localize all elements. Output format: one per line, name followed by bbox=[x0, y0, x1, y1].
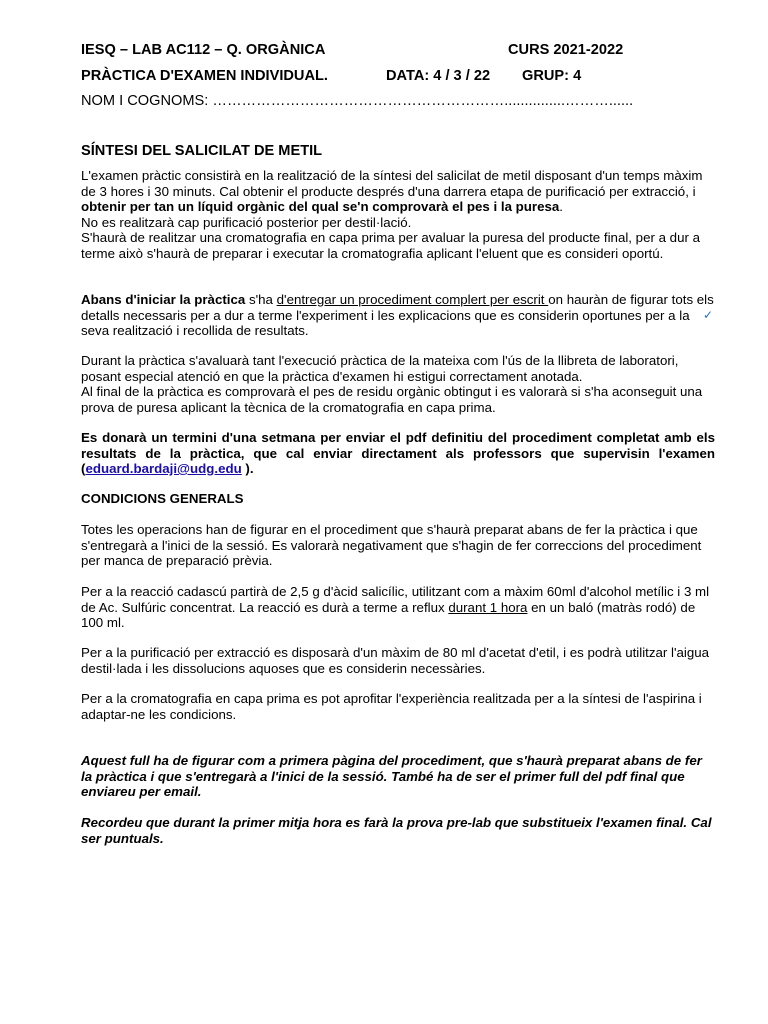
note-pre-lab: Recordeu que durant la primer mitja hora es farà la prova pre-lab que substitueix l'examen final. Cal ser puntuals. bbox=[81, 815, 712, 846]
section-title-synthesis: SÍNTESI DEL SALICILAT DE METIL bbox=[81, 143, 323, 159]
paragraph-operations: Totes les operacions han de figurar en el procediment que s'haurà preparat abans de fer la pràctica i que s'entregarà a l'inici de la sessió. Es valorarà negativament que s'hagin de fer correccions del procediment per manca de preparació prèvia. bbox=[81, 522, 702, 568]
header-exam-type: PRÀCTICA D'EXAMEN INDIVIDUAL. bbox=[81, 68, 328, 84]
paragraph-tlc: Per a la cromatografia en capa prima es pot aprofitar l'experiència realitzada per a la síntesi de l'aspirina i adaptar-ne les condicions. bbox=[81, 691, 702, 722]
note-first-page: Aquest full ha de figurar com a primera pàgina del procediment, que s'haurà preparat abans de fer la pràctica i que s'entregarà a l'inici de la sessió. També ha de ser el primer full del pdf final que enviareu per email. bbox=[81, 753, 702, 799]
paragraph-purification: Per a la purificació per extracció es disposarà d'un màxim de 80 ml d'acetat d'etil, i es podrà utilitzar l'aigua destil·lada i les dissolucions aquoses que es considerin necessàries. bbox=[81, 645, 710, 676]
margin-check-mark: ✓ bbox=[703, 308, 714, 322]
header-name-field[interactable]: NOM I COGNOMS: ……………………………………………………...............………...... bbox=[81, 93, 634, 109]
paragraph-intro: L'examen pràctic consistirà en la realització de la síntesi del salicilat de metil disposant d'un temps màxim de 3 hores i 30 minuts. Cal obtenir el producte després d'una darrera etapa de purificació per extracció, i obtenir per tan un líquid orgànic del qual se'n comprovarà el pes i la puresa. No es realitzarà cap purificació posterior per destil·lació. S'haurà de realitzar una cromatografia en capa prima per avaluar la puresa del producte final, per a dur a terme això s'haurà de preparar i executar la cromatografia aplicant l'eluent que es consideri oportú. bbox=[81, 168, 715, 261]
header-course-year: CURS 2021-2022 bbox=[508, 42, 624, 58]
paragraph-evaluation: Durant la pràctica s'avaluarà tant l'execució pràctica de la mateixa com l'ús de la llibreta de laboratori, posant especial atenció en que la pràctica d'examen hi estigui correctament anotada. Al final de la pràctica es comprovarà el pes de residu orgànic obtingut i es valorarà si s'ha aconseguit una prova de puresa aplicant la tècnica de la cromatografia en capa prima. bbox=[81, 353, 703, 415]
header-exam-date: DATA: 4 / 3 / 22 bbox=[386, 68, 491, 84]
paragraph-deadline: Es donarà un termini d'una setmana per enviar el pdf definitiu del procediment completat amb els resultats de la pràctica, que cal enviar directament als professors que supervisin l'examen (eduard.bardaji@udg.edu ). bbox=[81, 430, 715, 476]
paragraph-before-practice: Abans d'iniciar la pràctica s'ha d'entregar un procediment complert per escrit on hauràn de figurar tots els detalls necessaris per a dur a terme l'experiment i les explicacions que es considerin oportunes per a la seva realització i recollida de resultats. bbox=[81, 292, 714, 338]
paragraph-chromatography: S'haurà de realitzar una cromatografia en capa prima per avaluar la puresa del producte final, per a dur a terme això s'haurà de preparar i executar la cromatografia aplicant l'eluent que es consideri oportú. bbox=[81, 230, 700, 261]
email-link[interactable]: eduard.bardaji@udg.edu bbox=[85, 461, 242, 476]
paragraph-no-distillation: No es realitzarà cap purificació posterior per destil·lació. bbox=[81, 214, 412, 230]
paragraph-reaction: Per a la reacció cadascú partirà de 2,5 g d'àcid salicílic, utilitzant com a màxim 60ml d'alcohol metílic i 3 ml de Ac. Sulfúric concentrat. La reacció es durà a terme a reflux durant 1 hora en un baló (matràs rodó) de 100 ml. bbox=[81, 584, 710, 630]
header-course-title: IESQ – LAB AC112 – Q. ORGÀNICA bbox=[81, 42, 326, 58]
header-exam-group: GRUP: 4 bbox=[522, 68, 582, 84]
section-title-general-conditions: CONDICIONS GENERALS bbox=[81, 491, 244, 506]
